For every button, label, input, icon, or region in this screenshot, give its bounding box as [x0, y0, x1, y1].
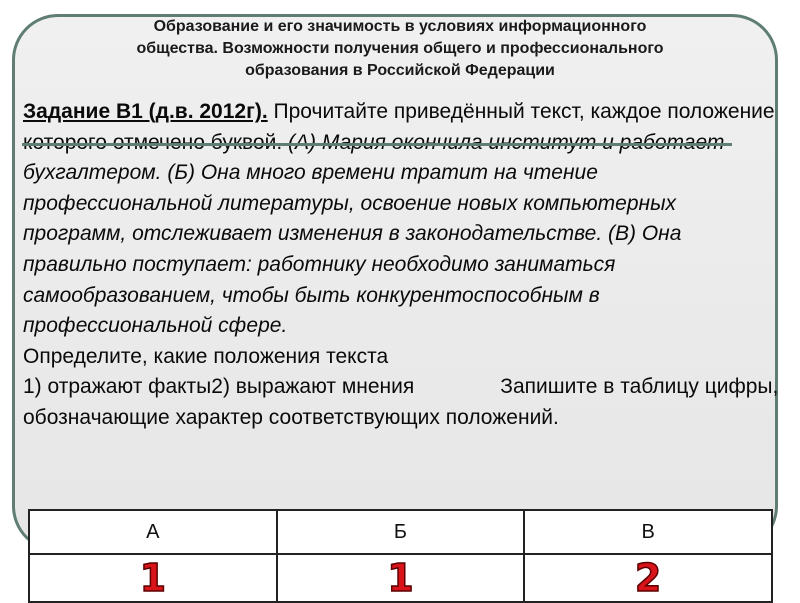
- slide-title: [40, 16, 760, 82]
- answer-cell-v: 2: [524, 554, 772, 602]
- answer-table: [28, 509, 773, 603]
- title-line: Образование и его значимость в условиях информационного: [153, 18, 647, 35]
- task-heading: Задание В1 (д.в. 2012г).: [23, 100, 268, 123]
- header-cell-a: А: [29, 510, 277, 554]
- task-statements: бухгалтером. (Б) Она много времени тратит на чтение профессиональной литературы, освоение новых компьютерных программ, отслеживает изменения в законодательстве. (В) Она правильно поступает: работнику необходимо заниматься самообразованием, чтобы быть конкурентоспособным в профессиональной сфере.: [23, 161, 682, 338]
- answer-cell-b: 1: [277, 554, 525, 602]
- task-intro: Прочитайте приведённый текст, каждое положение: [273, 100, 775, 123]
- title-line: общества. Возможности получения общего и профессионального: [136, 40, 664, 57]
- instruction-text: Запишите в таблицу цифры, обозначающие характер соответствующих положений.: [23, 375, 779, 429]
- answer-cell-a: 1: [29, 554, 277, 602]
- task-text: [23, 97, 783, 434]
- question-line: Определите, какие положения текста: [23, 344, 389, 368]
- divider-line: [22, 143, 732, 146]
- header-cell-b: Б: [277, 510, 525, 554]
- header-cell-v: В: [524, 510, 772, 554]
- table-header-row: [29, 510, 772, 554]
- table-answer-row: [29, 554, 772, 602]
- answer-options: 1) отражают факты2) выражают мнения: [23, 375, 415, 399]
- title-line: образования в Российской Федерации: [245, 62, 555, 79]
